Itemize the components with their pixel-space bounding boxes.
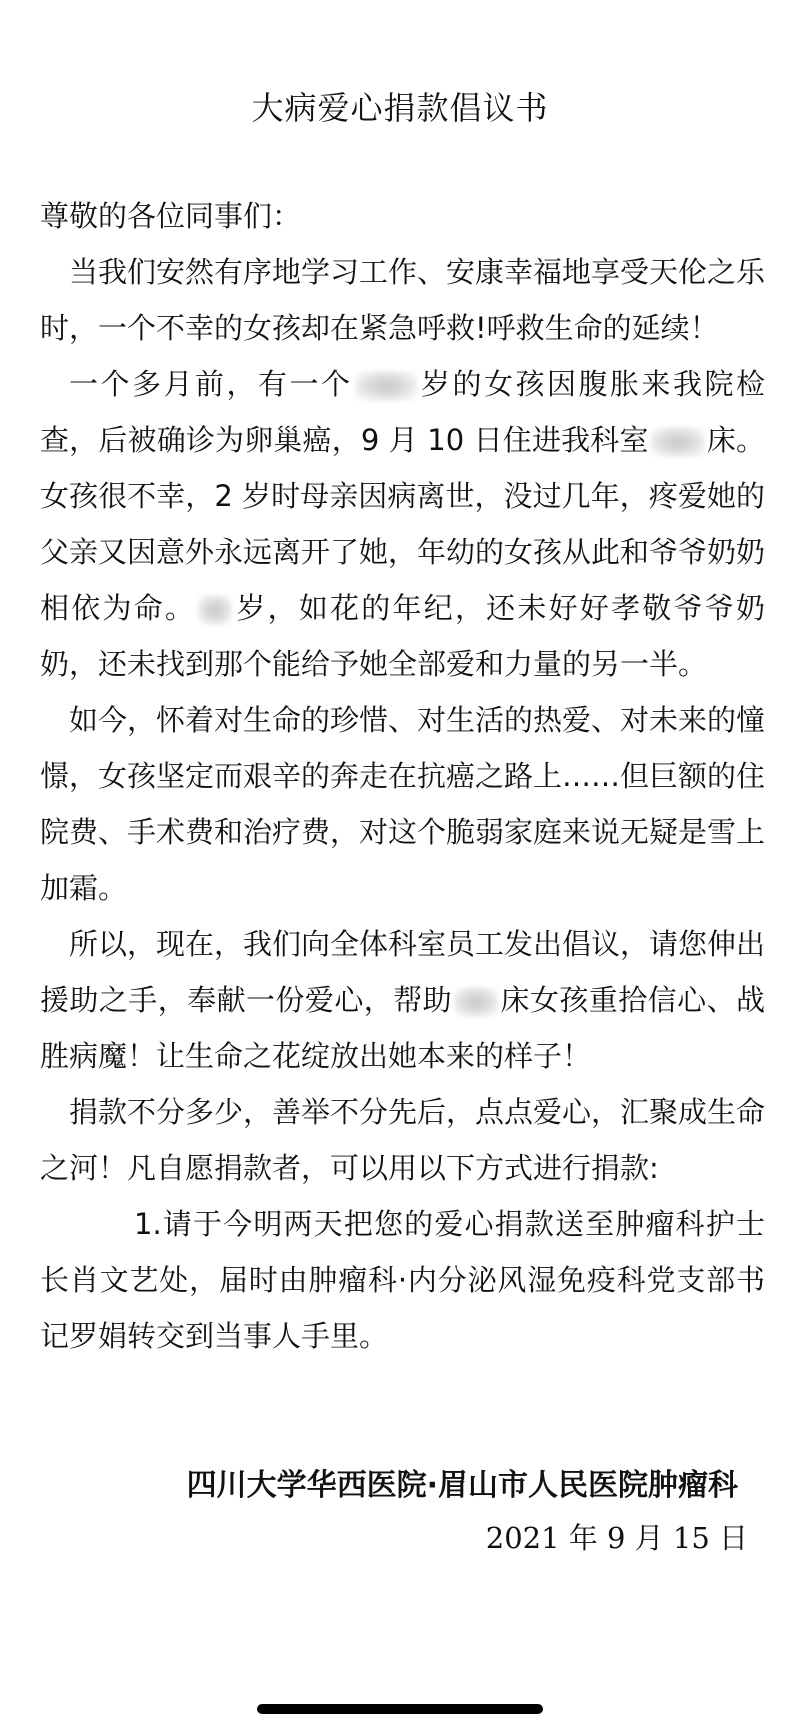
- paragraph-2-text-3: 床。女孩很不幸，2 岁时母亲因病离世，没过几年，疼爱她的父亲又因意外永远离开了她，年幼的女孩从此和爷爷奶奶相依为命。: [40, 423, 766, 625]
- redacted-bed-number-2: [454, 987, 498, 1017]
- paragraph-2-text-4: 岁，如花的年纪，还未好好孝敬爷爷奶奶，还未找到那个能给予她全部爱和力量的另一半。: [40, 591, 765, 681]
- signature: 四川大学华西医院·眉山市人民医院肿瘤科: [186, 1468, 738, 1503]
- document-date: 2021 年 9 月 15 日: [485, 1521, 748, 1555]
- paragraph-4-text-1: 所以，现在，我们向全体科室员工发出倡议，请您伸出援助之手，奉献一份爱心，帮助: [40, 927, 766, 1017]
- redacted-bed-number: [651, 427, 705, 457]
- document-body: [40, 188, 765, 1364]
- paragraph-5: 捐款不分多少，善举不分先后，点点爱心，汇聚成生命之河！凡自愿捐款者，可以用以下方式进行捐款:: [40, 1095, 766, 1185]
- paragraph-4: [40, 916, 765, 1084]
- greeting: 尊敬的各位同事们：: [40, 199, 302, 233]
- paragraph-2: [40, 356, 765, 692]
- redacted-age-2: [198, 595, 232, 625]
- paragraph-3: 如今，怀着对生命的珍惜、对生活的热爱、对未来的憧憬，女孩坚定而艰辛的奔走在抗癌之路上……但巨额的住院费、手术费和治疗费，对这个脆弱家庭来说无疑是雪上加霜。: [40, 703, 766, 905]
- paragraph-6: 1.请于今明两天把您的爱心捐款送至肿瘤科护士长肖文艺处，届时由肿瘤科·内分泌风湿免疫科党支部书记罗娟转交到当事人手里。: [40, 1207, 765, 1353]
- redacted-age: [355, 371, 417, 401]
- paragraph-1: 当我们安然有序地学习工作、安康幸福地享受天伦之乐时，一个不幸的女孩却在紧急呼救!呼救生命的延续！: [40, 255, 766, 345]
- document-title: 大病爱心捐款倡议书: [251, 89, 549, 127]
- paragraph-2-text-2: 岁的女孩因腹胀来我院检查，后被确诊为卵巢癌，9 月 10 日住进我科室: [40, 367, 765, 457]
- paragraph-2-text-1: 一个多月前，有一个: [69, 367, 353, 401]
- home-indicator[interactable]: [257, 1704, 543, 1714]
- paragraph-4-text-2: 床女孩重拾信心、战胜病魔！让生命之花绽放出她本来的样子！: [40, 983, 765, 1073]
